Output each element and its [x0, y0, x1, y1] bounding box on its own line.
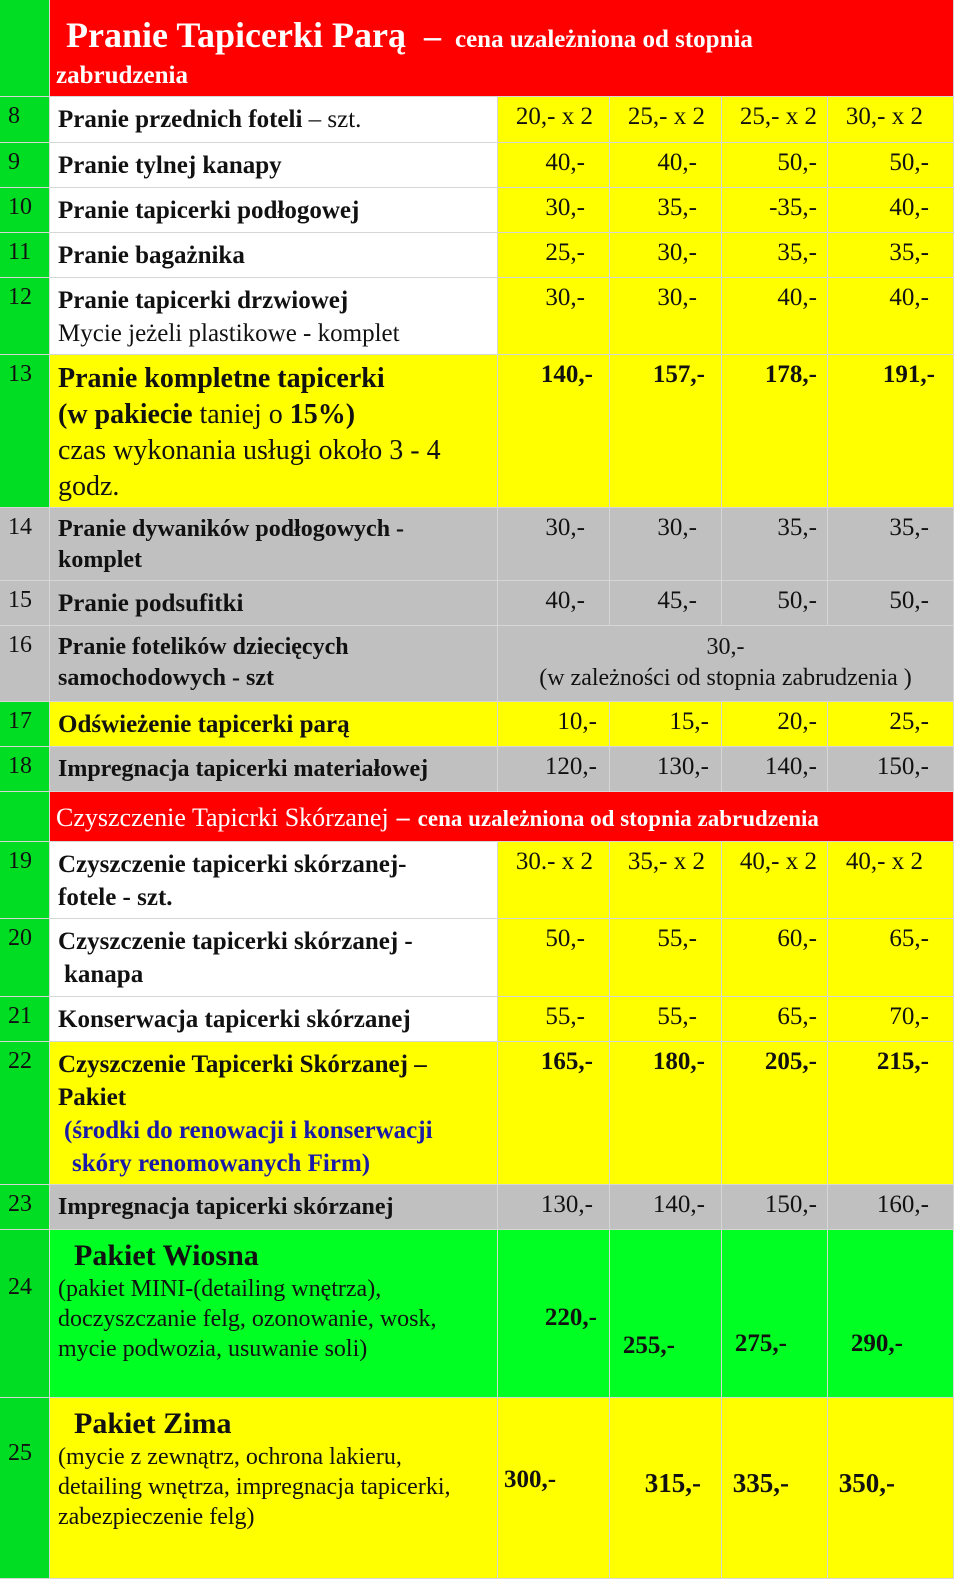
section-title: Pranie Tapicerki Parą — [66, 15, 406, 55]
service-name: Czyszczenie tapicerki skórzanej- fotele - szt. — [50, 842, 498, 919]
row-number: 19 — [0, 842, 50, 919]
service-name: Pranie tylnej kanapy — [50, 143, 498, 188]
price-cell: 350,- — [828, 1398, 954, 1579]
service-name: Odświeżenie tapicerki parą — [50, 702, 498, 747]
row-number: 10 — [0, 188, 50, 233]
price-cell: 35,- x 2 — [610, 842, 722, 919]
service-name: Pranie podsufitki — [50, 581, 498, 626]
price-cell: 45,- — [610, 581, 722, 626]
price-cell: 30,- — [610, 508, 722, 581]
price-cell: 191,- — [828, 355, 954, 508]
price-cell: 10,- — [498, 702, 610, 747]
price-cell: 205,- — [722, 1042, 828, 1185]
price-cell: 30,- — [498, 508, 610, 581]
price-cell: 40,- — [722, 278, 828, 355]
price-cell: 315,- — [610, 1398, 722, 1579]
price-cell: 180,- — [610, 1042, 722, 1185]
price-cell: 40,- x 2 — [722, 842, 828, 919]
price-cell: 70,- — [828, 997, 954, 1042]
price-cell: 130,- — [610, 747, 722, 792]
price-cell: 275,- — [722, 1230, 828, 1398]
price-cell: 60,- — [722, 919, 828, 997]
price-cell: 40,- x 2 — [828, 842, 954, 919]
price-cell: 35,- — [610, 188, 722, 233]
service-name: Pranie tapicerki podłogowej — [50, 188, 498, 233]
service-name: Pakiet Zima (mycie z zewnątrz, ochrona lakieru, detailing wnętrza, impregnacja tapicerki, zabezpieczenie felg) — [50, 1398, 498, 1579]
price-cell: 25,- — [498, 233, 610, 278]
service-name: Czyszczenie Tapicerki Skórzanej – Pakiet (środki do renowacji i konserwacji skóry renomowanych Firm) — [50, 1042, 498, 1185]
price-cell: 40,- — [498, 143, 610, 188]
price-cell: 300,- — [498, 1398, 610, 1579]
price-cell: 157,- — [610, 355, 722, 508]
service-name: Pakiet Wiosna (pakiet MINI-(detailing wnętrza), doczyszczanie felg, ozonowanie, wosk, mycie podwozia, usuwanie soli) — [50, 1230, 498, 1398]
price-cell: 35,- — [828, 233, 954, 278]
price-cell: 140,- — [722, 747, 828, 792]
merged-price-cell — [498, 626, 954, 702]
price-cell: 40,- — [498, 581, 610, 626]
price-cell: 50,- — [828, 581, 954, 626]
service-name: Konserwacja tapicerki skórzanej — [50, 997, 498, 1042]
price-cell: 55,- — [610, 997, 722, 1042]
header-right-margin — [954, 0, 960, 97]
price-cell: 220,- — [498, 1230, 610, 1398]
price-cell: 65,- — [722, 997, 828, 1042]
price-cell: 30,- — [610, 233, 722, 278]
price-cell: 25,- x 2 — [722, 97, 828, 143]
price-cell: 30,- x 2 — [828, 97, 954, 143]
row-number: 9 — [0, 143, 50, 188]
row-number: 15 — [0, 581, 50, 626]
row-number: 16 — [0, 626, 50, 702]
row-number: 21 — [0, 997, 50, 1042]
row-number: 11 — [0, 233, 50, 278]
price-note: (w zależności od stopnia zabrudzenia ) — [539, 665, 912, 691]
service-name: Pranie przednich foteli – szt. — [50, 97, 498, 143]
section-subtitle-2: zabrudzenia — [56, 62, 188, 89]
section-subtitle: cena uzależniona od stopnia zabrudzenia — [417, 806, 819, 831]
row-number: 23 — [0, 1185, 50, 1230]
row-number: 13 — [0, 355, 50, 508]
service-name: Impregnacja tapicerki materiałowej — [50, 747, 498, 792]
service-name: Pranie fotelików dziecięcych samochodowych - szt — [50, 626, 498, 702]
price-cell: 335,- — [722, 1398, 828, 1579]
price-cell: 40,- — [828, 188, 954, 233]
price-cell: 20,- — [722, 702, 828, 747]
price-cell: -35,- — [722, 188, 828, 233]
row-number: 8 — [0, 97, 50, 143]
price-cell: 35,- — [722, 508, 828, 581]
price-cell: 160,- — [828, 1185, 954, 1230]
service-name: Pranie bagażnika — [50, 233, 498, 278]
price-cell: 165,- — [498, 1042, 610, 1185]
row-number-cell — [0, 792, 50, 842]
service-name: Impregnacja tapicerki skórzanej — [50, 1185, 498, 1230]
price-cell: 55,- — [610, 919, 722, 997]
service-name: Pranie kompletne tapicerki (w pakiecie taniej o 15%) czas wykonania usługi około 3 - 4 godz. — [50, 355, 498, 508]
price-cell: 215,- — [828, 1042, 954, 1185]
price-cell: 50,- — [498, 919, 610, 997]
price-cell: 55,- — [498, 997, 610, 1042]
row-number-cell — [0, 0, 50, 97]
price-cell: 130,- — [498, 1185, 610, 1230]
price-cell: 255,- — [610, 1230, 722, 1398]
row-number: 17 — [0, 702, 50, 747]
price-cell: 140,- — [498, 355, 610, 508]
service-name: Czyszczenie tapicerki skórzanej - kanapa — [50, 919, 498, 997]
service-name: Pranie dywaników podłogowych - komplet — [50, 508, 498, 581]
price-cell: 50,- — [828, 143, 954, 188]
row-number: 24 — [0, 1230, 50, 1398]
price-cell: 35,- — [828, 508, 954, 581]
price-cell: 178,- — [722, 355, 828, 508]
section-dash: – — [396, 803, 410, 832]
price-cell: 30,- — [610, 278, 722, 355]
row-number: 18 — [0, 747, 50, 792]
price-cell: 20,- x 2 — [498, 97, 610, 143]
price-value: 30,- — [706, 634, 745, 660]
price-cell: 15,- — [610, 702, 722, 747]
price-cell: 50,- — [722, 581, 828, 626]
service-name: Pranie tapicerki drzwiowej Mycie jeżeli plastikowe - komplet — [50, 278, 498, 355]
price-cell: 30.- x 2 — [498, 842, 610, 919]
price-cell: 30,- — [498, 278, 610, 355]
price-cell: 35,- — [722, 233, 828, 278]
price-cell: 140,- — [610, 1185, 722, 1230]
price-cell: 290,- — [828, 1230, 954, 1398]
price-cell: 150,- — [828, 747, 954, 792]
section-header-leather — [50, 792, 954, 842]
price-cell: 40,- — [828, 278, 954, 355]
row-number: 20 — [0, 919, 50, 997]
price-cell: 65,- — [828, 919, 954, 997]
price-cell: 120,- — [498, 747, 610, 792]
section-header-steam — [50, 0, 954, 97]
row-number: 12 — [0, 278, 50, 355]
section-subtitle: cena uzależniona od stopnia — [454, 26, 753, 53]
row-number: 25 — [0, 1398, 50, 1579]
price-cell: 40,- — [610, 143, 722, 188]
price-cell: 50,- — [722, 143, 828, 188]
price-cell: 150,- — [722, 1185, 828, 1230]
section-dash: – — [423, 18, 441, 55]
price-cell: 30,- — [498, 188, 610, 233]
price-cell: 25,- — [828, 702, 954, 747]
section-title: Czyszczenie Tapicrki Skórzanej — [56, 803, 389, 832]
row-number: 14 — [0, 508, 50, 581]
row-number: 22 — [0, 1042, 50, 1185]
price-cell: 25,- x 2 — [610, 97, 722, 143]
